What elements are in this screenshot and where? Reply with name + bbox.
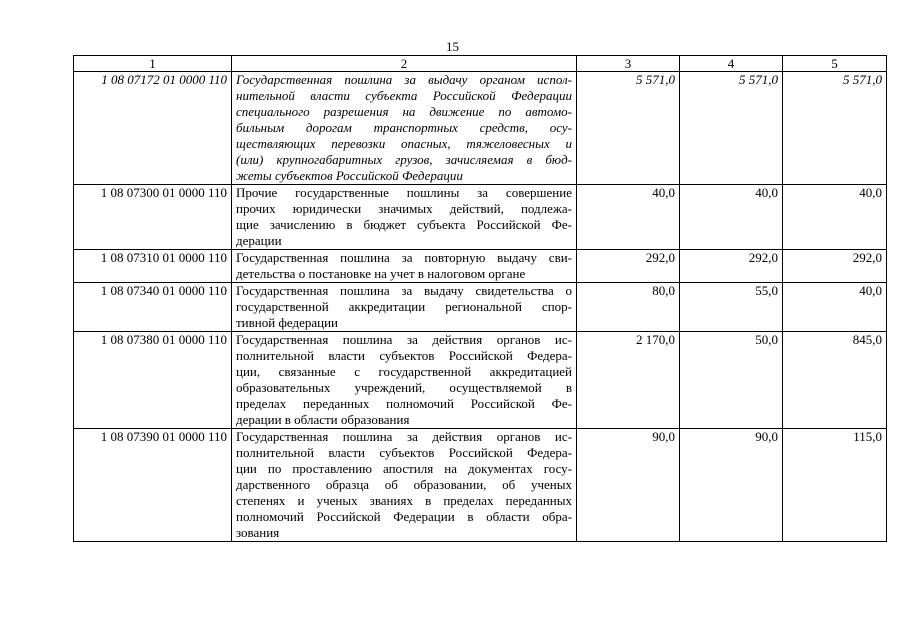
- amount-cell-v4: 50,0: [680, 332, 783, 429]
- amount-cell-v4: 292,0: [680, 250, 783, 283]
- description-line: дерации в области образования: [236, 412, 410, 427]
- description-line: государственной аккредитации региональной спор-: [236, 299, 572, 314]
- column-header: 2: [232, 56, 577, 72]
- page-number: 15: [446, 39, 459, 54]
- description-line: нительной власти субъекта Российской Федерации: [236, 88, 572, 103]
- description-cell: [232, 185, 577, 250]
- amount-cell-v4: 5 571,0: [680, 72, 783, 185]
- budget-code-cell: 1 08 07172 01 0000 110: [74, 72, 232, 185]
- description-line: дарственного образца об образовании, об ученых: [236, 477, 572, 492]
- description-cell: [232, 250, 577, 283]
- description-line: полномочий Российской Федерации в области обра-: [236, 509, 572, 524]
- description-line: тивной федерации: [236, 315, 338, 330]
- amount-cell-v3: 90,0: [577, 429, 680, 542]
- description-line: жеты субъектов Российской Федерации: [236, 168, 463, 183]
- description-line: образовательных учреждений, осуществляемой в: [236, 380, 572, 395]
- description-cell: [232, 429, 577, 542]
- description-line: специального разрешения на движение по автомо-: [236, 104, 572, 119]
- table-body: [74, 72, 887, 542]
- column-header: 1: [74, 56, 232, 72]
- column-header: 5: [783, 56, 887, 72]
- table-row: [74, 72, 887, 185]
- description-line: ществляющих перевозки опасных, тяжеловесных и: [236, 136, 572, 151]
- description-line: полнительной власти субъектов Российской Федера-: [236, 445, 572, 460]
- amount-cell-v3: 40,0: [577, 185, 680, 250]
- amount-cell-v5: 115,0: [783, 429, 887, 542]
- table-row: [74, 250, 887, 283]
- description-cell: [232, 332, 577, 429]
- column-header: 4: [680, 56, 783, 72]
- description-line: зования: [236, 525, 280, 540]
- amount-cell-v4: 40,0: [680, 185, 783, 250]
- budget-code-cell: 1 08 07310 01 0000 110: [74, 250, 232, 283]
- column-header: 3: [577, 56, 680, 72]
- description-line: дерации: [236, 233, 282, 248]
- description-line: детельства о постановке на учет в налоговом органе: [236, 266, 526, 281]
- description-line: Прочие государственные пошлины за совершение: [236, 185, 572, 200]
- description-cell: [232, 72, 577, 185]
- description-line: пределах переданных полномочий Российской Фе-: [236, 396, 572, 411]
- description-line: щие зачислению в бюджет субъекта Российской Фе-: [236, 217, 572, 232]
- amount-cell-v4: 90,0: [680, 429, 783, 542]
- budget-code-cell: 1 08 07300 01 0000 110: [74, 185, 232, 250]
- amount-cell-v5: 40,0: [783, 185, 887, 250]
- table-row: [74, 283, 887, 332]
- amount-cell-v3: 2 170,0: [577, 332, 680, 429]
- amount-cell-v5: 5 571,0: [783, 72, 887, 185]
- budget-code-cell: 1 08 07390 01 0000 110: [74, 429, 232, 542]
- description-line: ции по проставлению апостиля на документах госу-: [236, 461, 572, 476]
- amount-cell-v5: 40,0: [783, 283, 887, 332]
- amount-cell-v5: 845,0: [783, 332, 887, 429]
- description-line: ции, связанные с государственной аккредитацией: [236, 364, 572, 379]
- amount-cell-v5: 292,0: [783, 250, 887, 283]
- budget-code-cell: 1 08 07380 01 0000 110: [74, 332, 232, 429]
- amount-cell-v3: 5 571,0: [577, 72, 680, 185]
- table-row: [74, 429, 887, 542]
- description-line: Государственная пошлина за выдачу органом испол-: [236, 72, 572, 87]
- description-line: прочих юридически значимых действий, подлежа-: [236, 201, 572, 216]
- table-row: [74, 332, 887, 429]
- description-line: бильным дорогам транспортных средств, осу-: [236, 120, 572, 135]
- description-line: Государственная пошлина за действия органов ис-: [236, 429, 572, 444]
- description-line: Государственная пошлина за повторную выдачу сви-: [236, 250, 572, 265]
- amount-cell-v3: 80,0: [577, 283, 680, 332]
- table-header-row: [74, 56, 887, 72]
- table-row: [74, 185, 887, 250]
- description-line: полнительной власти субъектов Российской Федера-: [236, 348, 572, 363]
- description-line: Государственная пошлина за действия органов ис-: [236, 332, 572, 347]
- budget-table: [73, 55, 887, 542]
- description-line: (или) крупногабаритных грузов, зачисляемая в бюд-: [236, 152, 572, 167]
- description-cell: [232, 283, 577, 332]
- budget-code-cell: 1 08 07340 01 0000 110: [74, 283, 232, 332]
- description-line: Государственная пошлина за выдачу свидетельства о: [236, 283, 572, 298]
- description-line: степенях и ученых званиях в пределах переданных: [236, 493, 572, 508]
- amount-cell-v3: 292,0: [577, 250, 680, 283]
- amount-cell-v4: 55,0: [680, 283, 783, 332]
